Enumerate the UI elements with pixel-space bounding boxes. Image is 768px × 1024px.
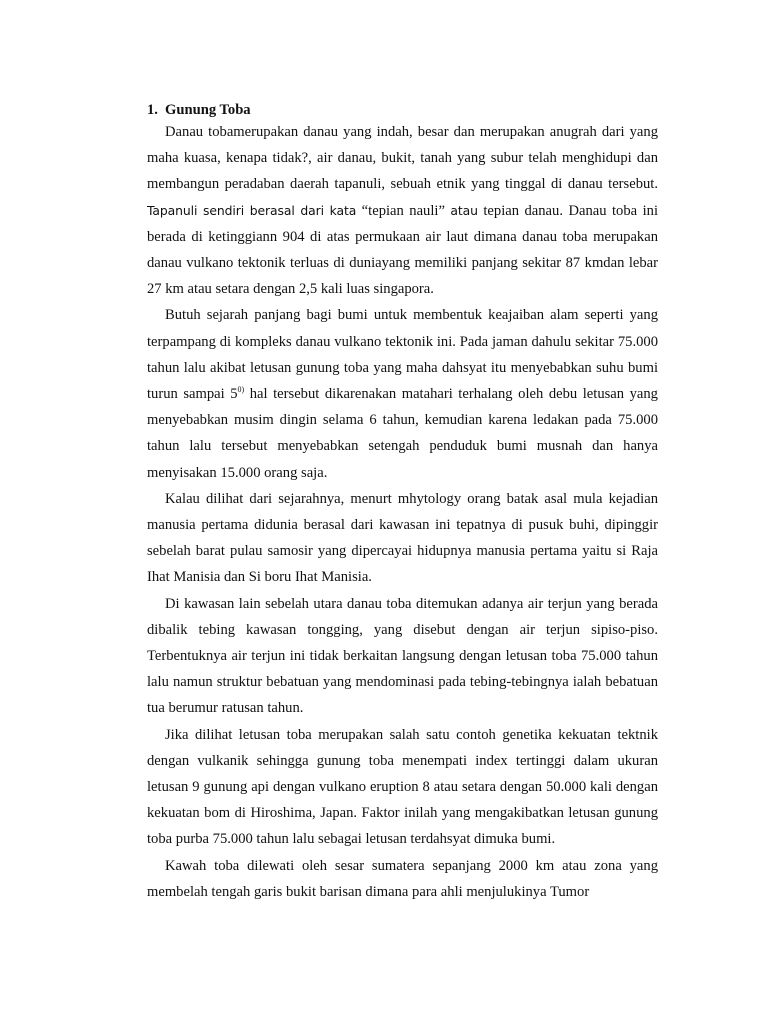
paragraph-2-text-a: Butuh sejarah panjang bagi bumi untuk membentuk keajaiban alam seperti yang terpampang di kompleks danau vulkano tektonik ini. Pada jaman dahulu sekitar 75.000 tahun lalu akibat letusan gunung toba yang maha dahsyat itu menyebabkan suhu bumi turun sampai 5 [147,307,658,403]
paragraph-5: Jika dilihat letusan toba merupakan salah satu contoh genetika kekuatan tektnik dengan vulkanik sehingga gunung toba menempati index tertinggi dalam ukuran letusan 9 gunung api dengan vulkano eruption 8 atau setara dengan 50.000 kali dengan kekuatan bom di Hiroshima, Japan. Faktor inilah yang mengakibatkan letusan gunung toba purba 75.000 tahun lalu sebagai letusan terdahsyat dimuka bumi. [147,726,658,848]
paragraph-2-text-b: hal tersebut dikarenakan matahari terhalang oleh debu letusan yang menyebabkan musim dingin selama 6 tahun, kemudian karena ledakan pada 75.000 tahun lalu tersebut menyebabkan setengah penduduk bumi musnah dan hanya menyisakan 15.000 orang saja. [147,386,658,481]
paragraph-4: Di kawasan lain sebelah utara danau toba ditemukan adanya air terjun yang berada dibalik tebing kawasan tongging, yang disebut dengan air terjun sipiso-piso. Terbentuknya air terjun ini tidak berkaitan langsung dengan letusan toba 75.000 tahun lalu namun struktur bebatuan yang mendominasi pada tebing-tebingnya ialah bebatuan tua berumur ratusan tahun. [147,595,658,717]
paragraph-1-text-a: Danau tobamerupakan danau yang indah, besar dan merupakan anugrah dari yang maha kuasa, kenapa tidak?, air danau, bukit, tanah yang subur telah menghidupi dan membangun peradaban daerah tapanuli, sebuah etnik yang tinggal di danau tersebut. [147,124,658,193]
section-heading [147,101,658,119]
paragraph-1-text-e: tepian danau. Danau toba ini berada di ketinggiann 904 di atas permukaan air laut dimana danau toba merupakan danau vulkano tektonik terluas di duniayang memiliki panjang sekitar 87 kmdan lebar 27 km atau setara dengan 2,5 kali luas singapora. [147,202,658,298]
paragraph-1 [147,119,658,302]
document-body [147,101,658,905]
paragraph-1-text-b: Tapanuli sendiri berasal dari kata [147,202,357,218]
paragraph-3: Kalau dilihat dari sejarahnya, menurt mhytology orang batak asal mula kejadian manusia pertama didunia berasal dari kawasan ini tepatnya di pusuk buhi, dipinggir sebelah barat pulau samosir yang dipercayai hidupnya manusia pertama yaitu si Raja Ihat Manisia dan Si boru Ihat Manisia. [147,490,658,586]
section-number: 1. [147,102,158,118]
paragraph-1-text-d: atau [450,202,478,218]
paragraph-2-superscript: 0) [237,385,245,395]
paragraph-6: Kawah toba dilewati oleh sesar sumatera sepanjang 2000 km atau zona yang membelah tengah garis bukit barisan dimana para ahli menjulukinya Tumor [147,857,658,900]
section-title: Gunung Toba [165,102,251,118]
paragraph-2 [147,302,658,485]
paragraph-1-quote: “tepian nauli” [356,202,451,219]
